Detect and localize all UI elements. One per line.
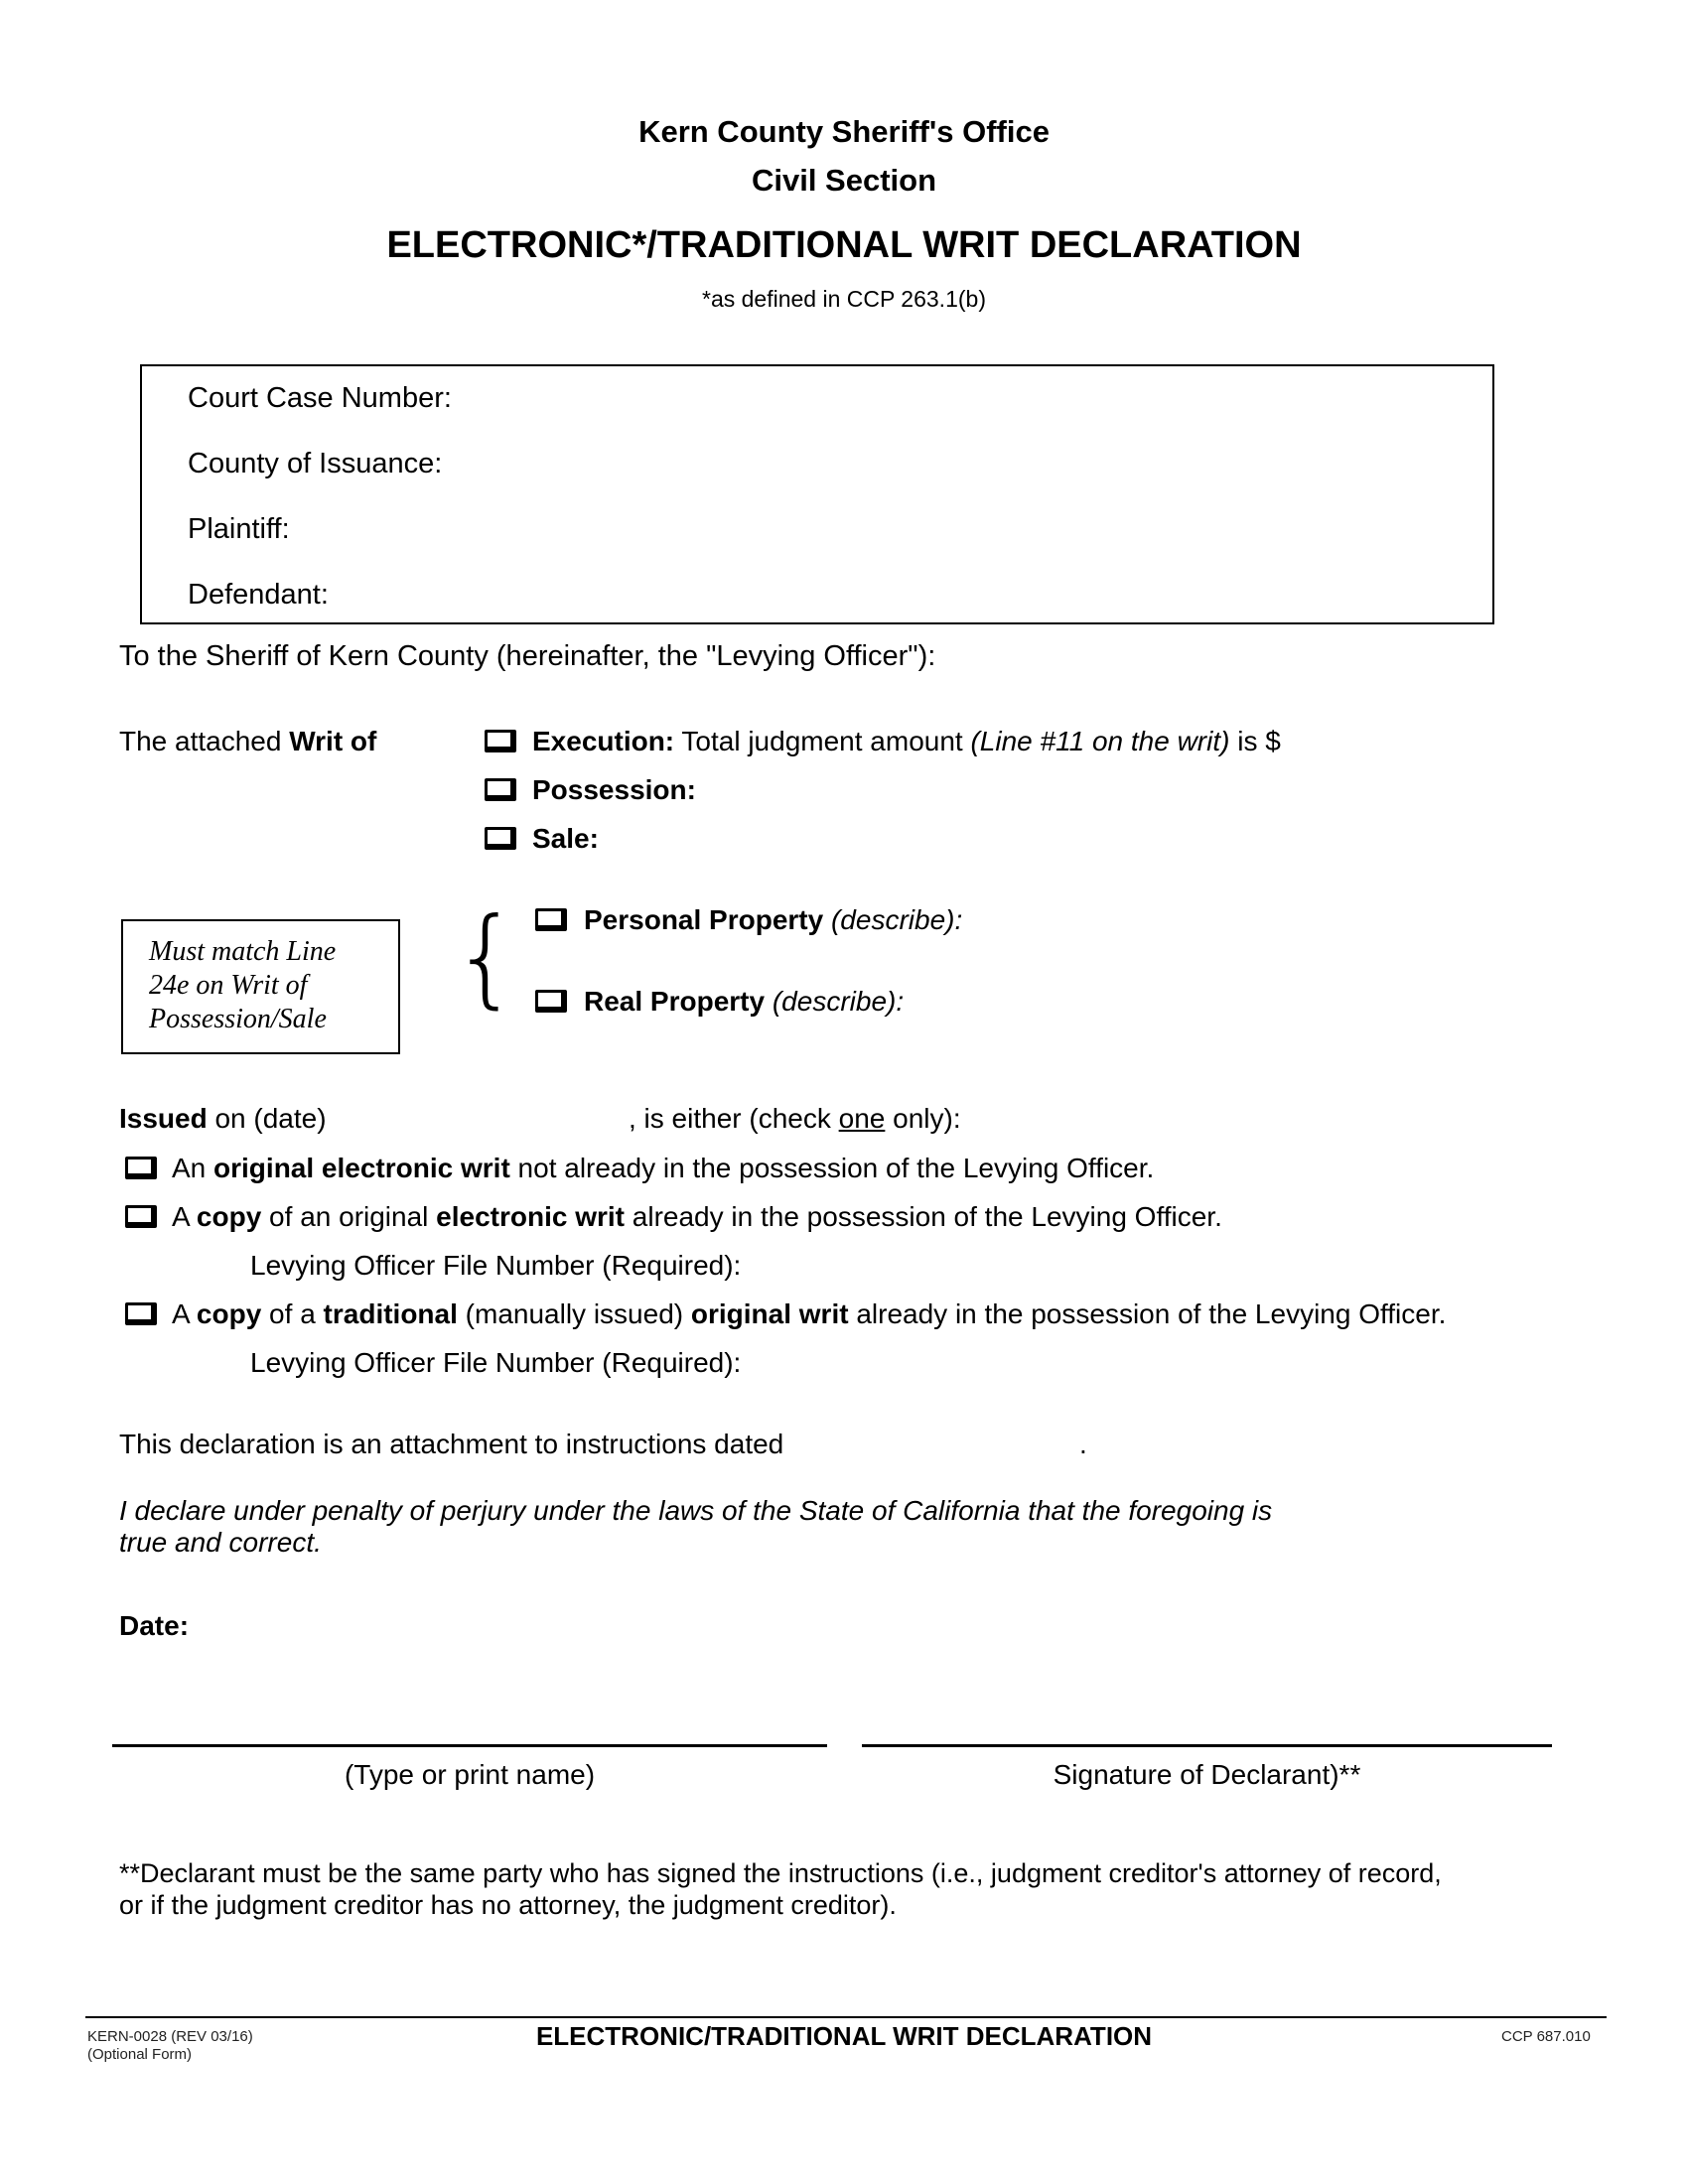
attachment-period: . [1079,1429,1087,1459]
office-name: Kern County Sheriff's Office [638,114,1050,149]
sale-checkbox[interactable] [485,827,516,850]
option-original-electronic-checkbox[interactable] [125,1157,157,1179]
personal-property-label: Personal Property (describe): [584,904,963,935]
option-copy-electronic-checkbox[interactable] [125,1205,157,1228]
option-copy-traditional-label: A copy of a traditional (manually issued) original writ already in the possession of the Levying Officer. [172,1298,1447,1329]
form-title: ELECTRONIC*/TRADITIONAL WRIT DECLARATION [386,224,1302,266]
date-label: Date: [119,1610,190,1641]
defendant-label: Defendant: [188,579,329,611]
execution-label: Execution: Total judgment amount (Line #11 on the writ) is $ [532,726,1281,756]
attachment-statement: This declaration is an attachment to instructions dated [119,1429,784,1459]
option-copy-electronic-label: A copy of an original electronic writ already in the possession of the Levying Officer. [172,1201,1222,1232]
real-property-checkbox[interactable] [535,990,567,1013]
plaintiff-label: Plaintiff: [188,513,290,545]
to-sheriff-line: To the Sheriff of Kern County (hereinafter, the "Levying Officer"): [119,640,936,672]
footer-code: CCP 687.010 [1501,2028,1591,2045]
real-property-label: Real Property (describe): [584,986,905,1017]
name-caption: (Type or print name) [344,1759,596,1790]
footer-rule [85,2016,1607,2018]
footer-form-number: KERN-0028 (REV 03/16) [87,2028,253,2045]
footnote-line1: **Declarant must be the same party who has signed the instructions (i.e., judgment creditor's attorney of record, [119,1858,1442,1888]
possession-checkbox[interactable] [485,778,516,801]
option-copy-traditional-checkbox[interactable] [125,1302,157,1325]
section-name: Civil Section [751,163,937,198]
perjury-statement-line1: I declare under penalty of perjury under the laws of the State of California that the foregoing is [119,1495,1273,1526]
file-number-label-2: Levying Officer File Number (Required): [250,1347,742,1378]
file-number-label-1: Levying Officer File Number (Required): [250,1250,742,1281]
county-of-issuance-label: County of Issuance: [188,448,443,479]
check-one-instruction: , is either (check one only): [629,1103,961,1134]
footer-optional-form: (Optional Form) [87,2046,193,2063]
left-brace: { [452,895,520,1020]
issued-date-label: Issued on (date) [119,1103,327,1134]
writ-of-intro: The attached Writ of [119,726,377,756]
sale-label: Sale: [532,823,599,854]
court-case-number-label: Court Case Number: [188,382,452,414]
case-info-box [140,364,1494,624]
signature-caption: Signature of Declarant)** [1053,1759,1361,1790]
must-match-note: Must match Line 24e on Writ of Possession/Sale [121,919,400,1054]
name-signature-line [112,1744,827,1747]
execution-checkbox[interactable] [485,730,516,752]
perjury-statement-line2: true and correct. [119,1527,322,1558]
personal-property-checkbox[interactable] [535,908,567,931]
possession-label: Possession: [532,774,696,805]
footnote-line2: or if the judgment creditor has no attorney, the judgment creditor). [119,1890,897,1920]
option-original-electronic-label: An original electronic writ not already in the possession of the Levying Officer. [172,1153,1155,1183]
declarant-signature-line [862,1744,1552,1747]
footer-title: ELECTRONIC/TRADITIONAL WRIT DECLARATION [535,2021,1153,2051]
form-subtitle: *as defined in CCP 263.1(b) [702,286,986,312]
